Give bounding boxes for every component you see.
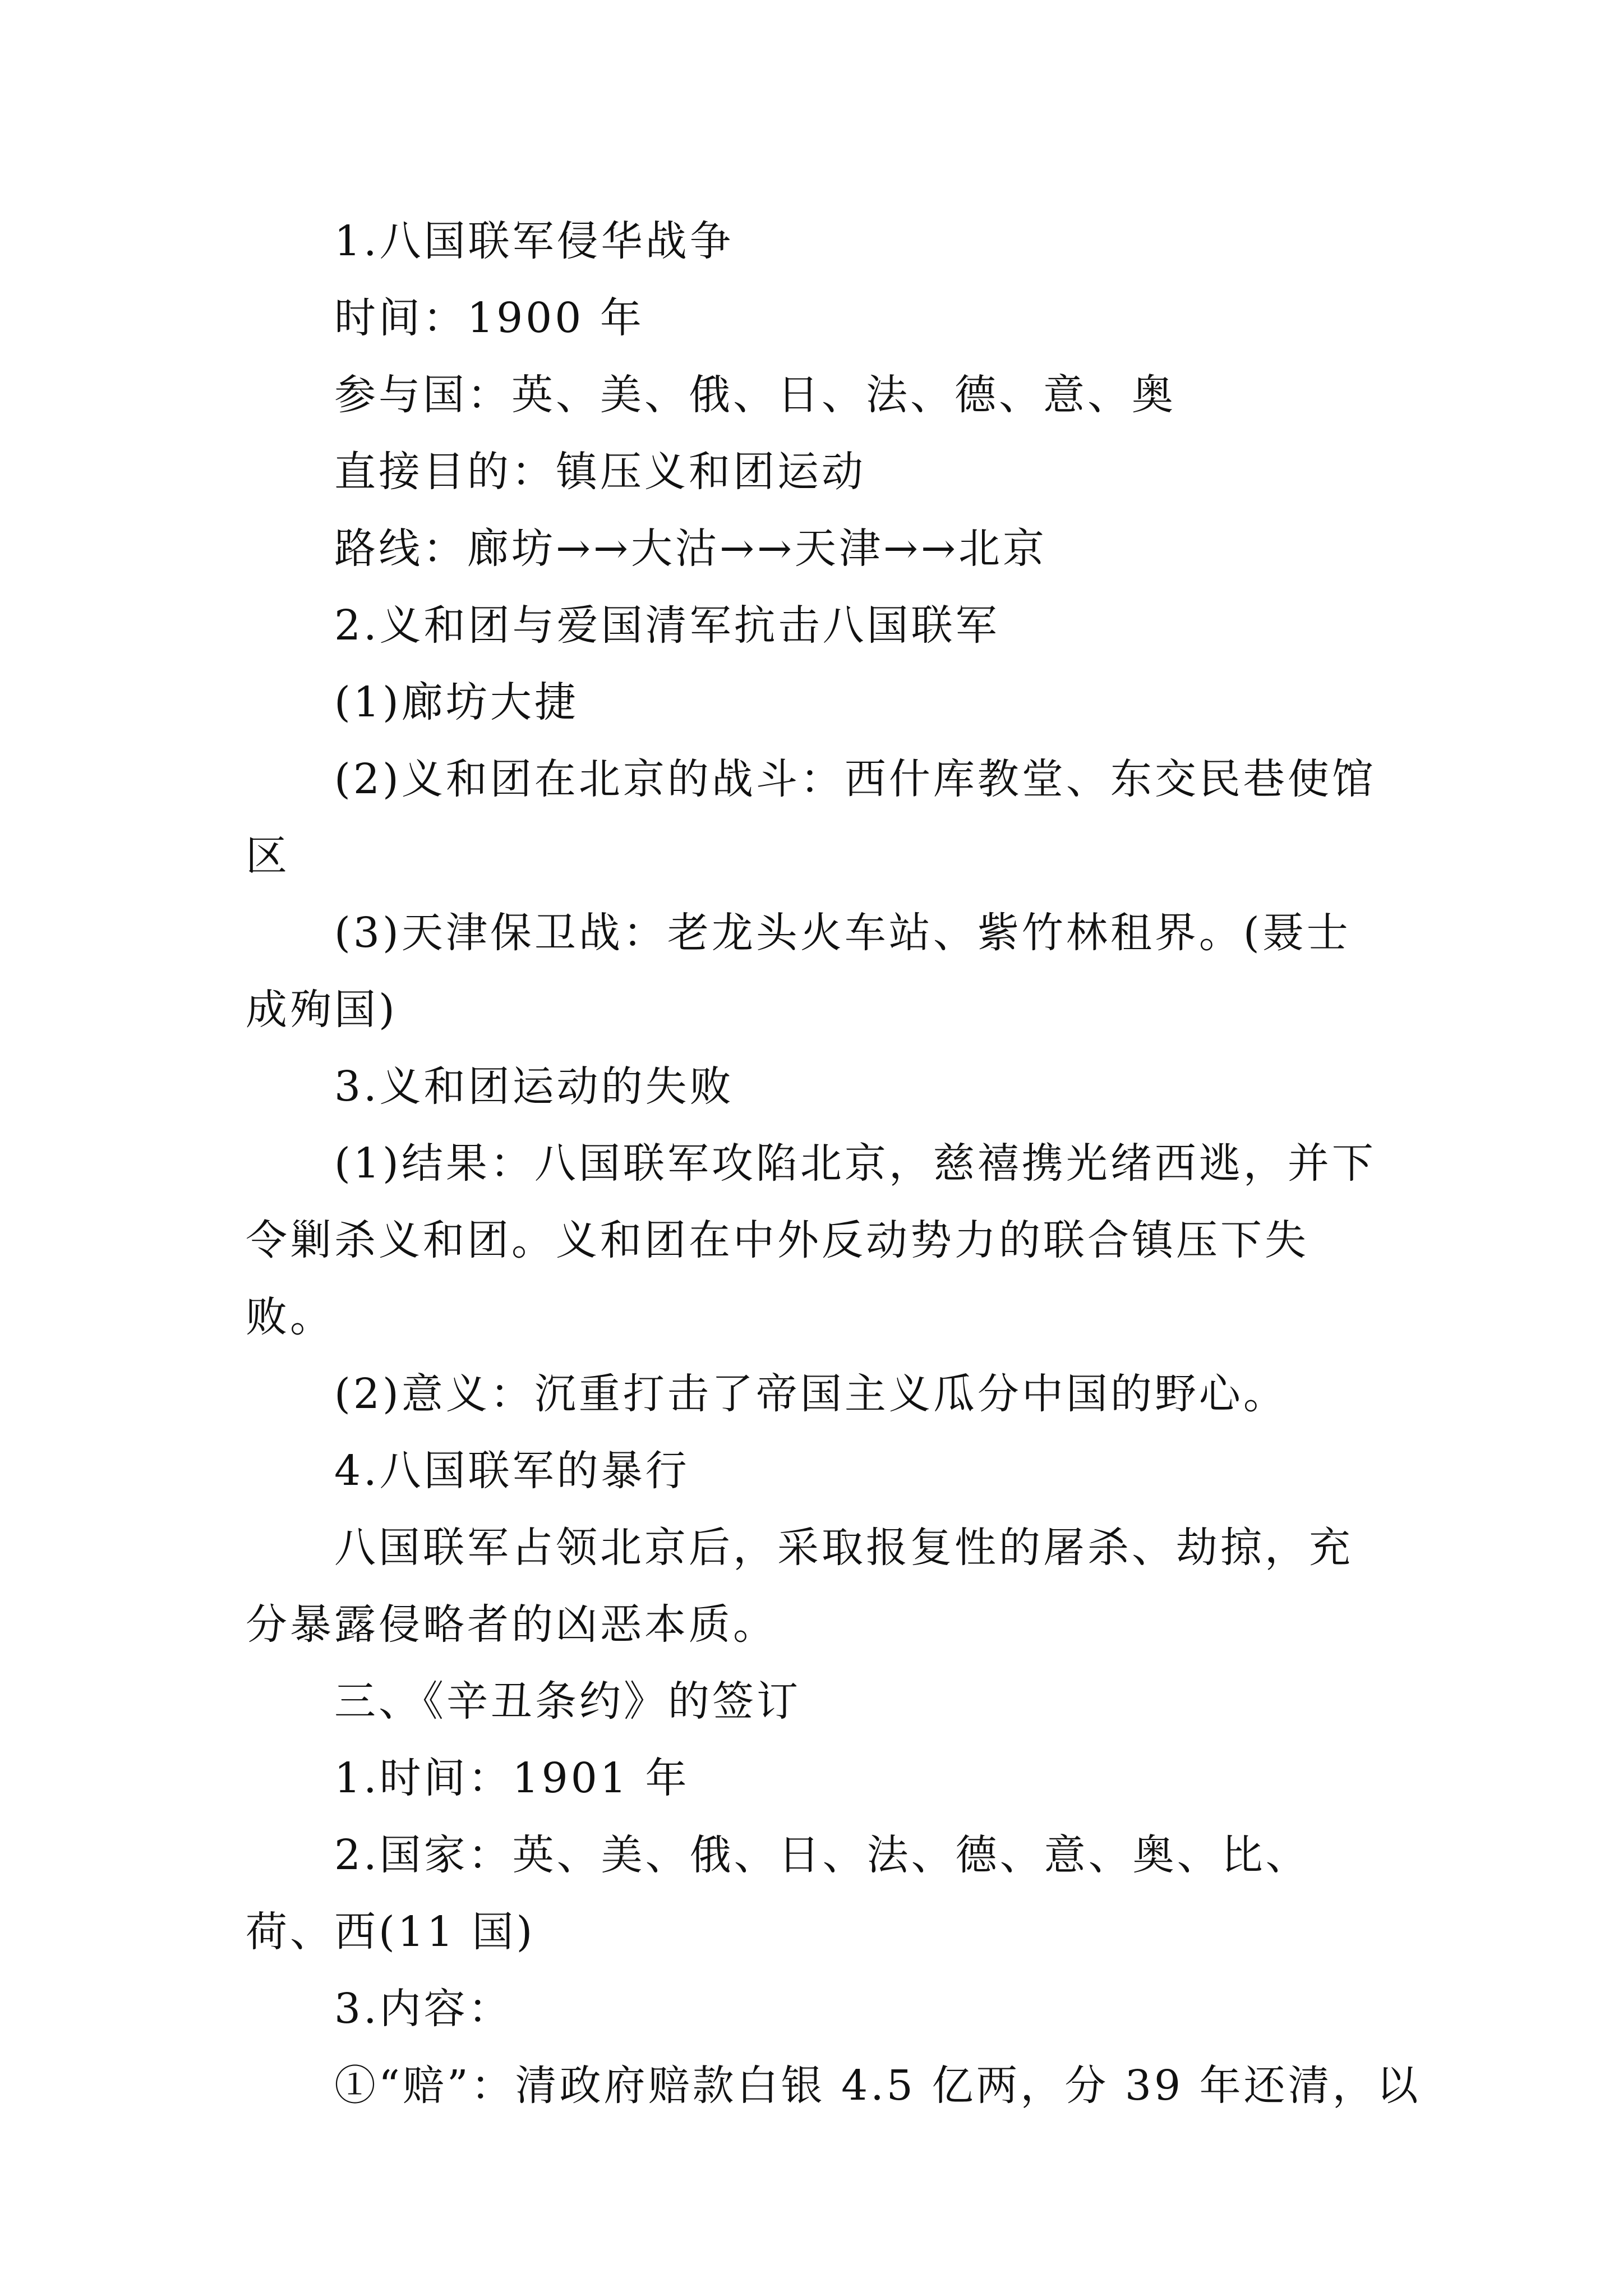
text-treaty-countries: 2.国家：英、美、俄、日、法、德、意、奥、比、荷、西(11 国) [246,1831,1310,1956]
heading-xinchou-treaty: 三、《辛丑条约》的签订 [334,1677,801,1726]
text-indemnity: ①“赔”：清政府赔款白银 4.5 亿两，分 39 年还清，以 [334,2062,1421,2110]
text-route: 路线：廊坊→→大沽→→天津→→北京 [334,524,1048,573]
text-beijing-battle: (2)义和团在北京的战斗：西什库教堂、东交民巷使馆区 [246,755,1376,880]
heading-movement-failure: 3.义和团运动的失败 [334,1062,734,1111]
text-participating-countries: 参与国：英、美、俄、日、法、德、意、奥 [334,371,1176,419]
heading-resistance: 2.义和团与爱国清军抗击八国联军 [334,601,1000,650]
text-significance: (2)意义：沉重打击了帝国主义瓜分中国的野心。 [334,1370,1288,1418]
text-treaty-time: 1.时间：1901 年 [334,1754,690,1802]
text-result: (1)结果：八国联军攻陷北京，慈禧携光绪西逃，并下令剿杀义和团。义和团在中外反动势力的联合镇压下失败。 [246,1139,1376,1341]
text-treaty-content-label: 3.内容： [334,1985,513,2033]
text-time: 时间：1900 年 [334,294,644,342]
heading-eight-nation-war: 1.八国联军侵华战争 [334,217,734,265]
text-langfang-victory: (1)廊坊大捷 [334,678,579,726]
text-atrocities: 八国联军占领北京后，采取报复性的屠杀、劫掠，充分暴露侵略者的凶恶本质。 [246,1524,1353,1649]
document-body [246,203,1421,2124]
text-tianjin-defense: (3)天津保卫战：老龙头火车站、紫竹林租界。(聂士成殉国) [246,909,1351,1034]
text-direct-purpose: 直接目的：镇压义和团运动 [334,448,866,496]
heading-atrocities: 4.八国联军的暴行 [334,1447,690,1495]
